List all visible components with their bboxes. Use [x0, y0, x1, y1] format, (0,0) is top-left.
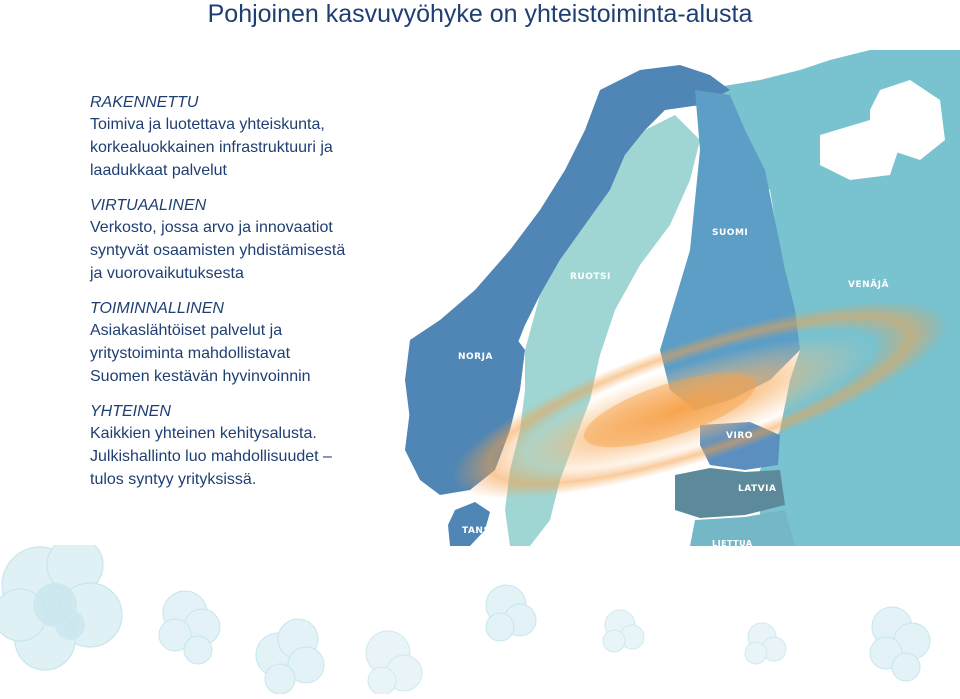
label-liettua: LIETTUA [712, 539, 753, 548]
section-heading: TOIMINNALLINEN [90, 300, 224, 317]
label-viro: VIRO [726, 431, 753, 441]
section-line: Kaikkien yhteinen kehitysalusta. [90, 425, 317, 442]
section-line: Asiakaslähtöiset palvelut ja [90, 322, 283, 339]
label-tanska: TANSKA [462, 526, 506, 536]
section-heading: RAKENNETTU [90, 94, 199, 111]
section-line: yritystoiminta mahdollistavat [90, 345, 291, 362]
section-yhteinen [90, 401, 410, 491]
label-suomi: SUOMI [712, 228, 749, 238]
section-line: Toimiva ja luotettava yhteiskunta, [90, 116, 325, 133]
map-graphic [400, 50, 960, 546]
section-line: Verkosto, jossa arvo ja innovaatiot [90, 219, 333, 236]
section-line: laadukkaat palvelut [90, 162, 227, 179]
bubble-graphic [0, 545, 960, 694]
section-heading: VIRTUAALINEN [90, 197, 207, 214]
section-line: tulos syntyy yrityksissä. [90, 471, 257, 488]
nordic-map [400, 50, 960, 546]
text-block [90, 92, 410, 504]
page-title: Pohjoinen kasvuvyöhyke on yhteistoiminta-alusta [207, 0, 753, 28]
label-ruotsi: RUOTSI [570, 272, 611, 282]
label-latvia: LATVIA [738, 484, 777, 494]
section-line: syntyvät osaamisten yhdistämisestä [90, 242, 346, 259]
section-toiminnallinen [90, 298, 410, 388]
section-rakennettu [90, 92, 410, 182]
bubble-decoration [0, 545, 960, 694]
section-heading: YHTEINEN [90, 403, 171, 420]
section-line: Suomen kestävän hyvinvoinnin [90, 368, 311, 385]
label-norja: NORJA [458, 352, 493, 362]
section-line: ja vuorovaikutuksesta [90, 265, 244, 282]
section-line: korkealuokkainen infrastruktuuri ja [90, 139, 333, 156]
label-venaja: VENÄJÄ [848, 280, 889, 290]
denmark-region [448, 502, 490, 546]
section-line: Julkishallinto luo mahdollisuudet – [90, 448, 332, 465]
section-virtuaalinen [90, 195, 410, 285]
